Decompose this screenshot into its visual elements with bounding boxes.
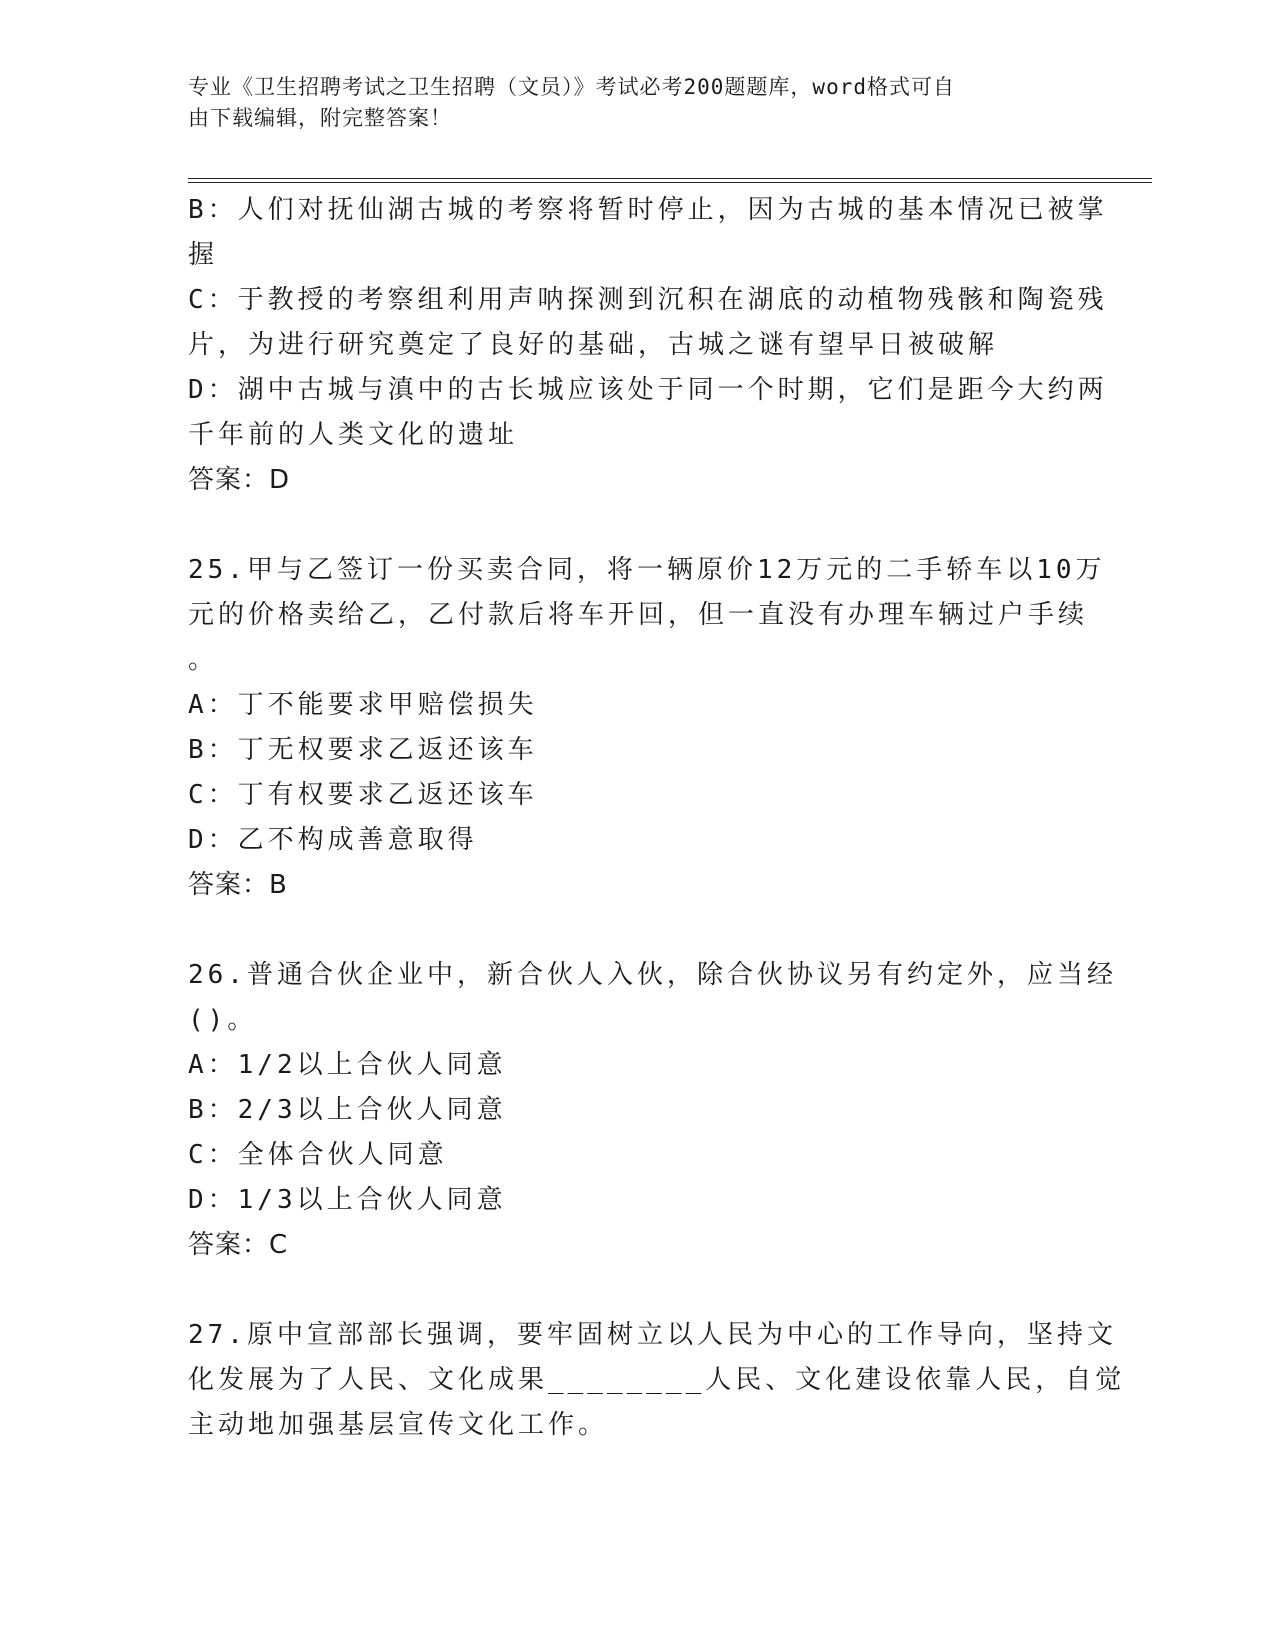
answer-25: 答案：B (188, 870, 288, 900)
question-list (188, 188, 1126, 1448)
header-line-2: 由下载编辑，附完整答案！ (188, 106, 452, 130)
answer-26: 答案：C (188, 1230, 289, 1260)
option-b-line-2: 握 (188, 240, 219, 270)
question-25-stem-line-1: 25.甲与乙签订一份买卖合同，将一辆原价12万元的二手轿车以10万 (188, 555, 1106, 585)
question-26-option-a: A：1/2以上合伙人同意 (188, 1050, 507, 1080)
question-25-stem-line-2: 元的价格卖给乙，乙付款后将车开回，但一直没有办理车辆过户手续 (188, 600, 1089, 630)
question-25 (188, 548, 1106, 908)
question-26-stem-line-2: ()。 (188, 1005, 258, 1035)
question-25-option-d: D：乙不构成善意取得 (188, 825, 478, 855)
option-c-line-1: C：于教授的考察组利用声呐探测到沉积在湖底的动植物残骸和陶瓷残 (188, 285, 1108, 315)
question-25-option-b: B：丁无权要求乙返还该车 (188, 735, 538, 765)
header-line-1: 专业《卫生招聘考试之卫生招聘（文员）》考试必考200题题库，word格式可自 (188, 75, 955, 99)
question-27-stem-line-1: 27.原中宣部部长强调，要牢固树立以人民为中心的工作导向，坚持文 (188, 1320, 1117, 1350)
question-27-stem-line-2: 化发展为了人民、文化成果________人民、文化建设依靠人民，自觉 (188, 1365, 1126, 1395)
header-divider-bottom (188, 182, 1152, 183)
spacer (188, 503, 1088, 548)
question-25-stem-line-3: 。 (188, 645, 219, 675)
question-25-option-c: C：丁有权要求乙返还该车 (188, 780, 538, 810)
question-27 (188, 1313, 1126, 1448)
question-27-stem-line-3: 主动地加强基层宣传文化工作。 (188, 1410, 609, 1440)
option-d-line-2: 千年前的人类文化的遗址 (188, 420, 519, 450)
question-25-option-a: A：丁不能要求甲赔偿损失 (188, 690, 538, 720)
spacer (188, 908, 1088, 953)
question-26-option-b: B：2/3以上合伙人同意 (188, 1095, 507, 1125)
question-26-option-c: C：全体合伙人同意 (188, 1140, 448, 1170)
question-26-option-d: D：1/3以上合伙人同意 (188, 1185, 507, 1215)
question-26-stem-line-1: 26.普通合伙企业中，新合伙人入伙，除合伙协议另有约定外，应当经 (188, 960, 1117, 990)
question-24-continued (188, 188, 1108, 503)
question-26 (188, 953, 1117, 1268)
header-divider-top (188, 178, 1152, 179)
document-header (188, 72, 1078, 134)
option-b-line-1: B：人们对抚仙湖古城的考察将暂时停止，因为古城的基本情况已被掌 (188, 195, 1108, 225)
option-d-line-1: D：湖中古城与滇中的古长城应该处于同一个时期，它们是距今大约两 (188, 375, 1108, 405)
answer-24: 答案：D (188, 465, 291, 495)
spacer (188, 1268, 1088, 1313)
option-c-line-2: 片，为进行研究奠定了良好的基础，古城之谜有望早日被破解 (188, 330, 999, 360)
